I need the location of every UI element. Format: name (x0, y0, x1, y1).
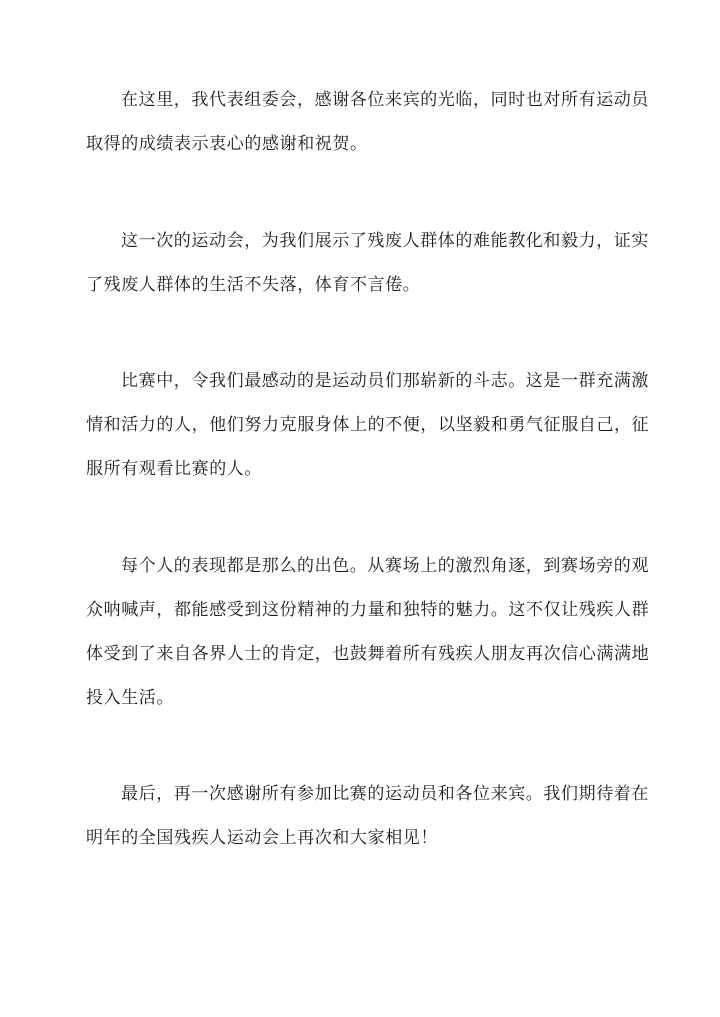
text-line: 众呐喊声，都能感受到这份精神的力量和独特的魅力。这不仅让残疾人群 (86, 600, 650, 620)
text-line: 了残废人群体的生活不失落，体育不言倦。 (86, 275, 421, 295)
text-line: 每个人的表现都是那么的出色。从赛场上的激烈角逐，到赛场旁的观 (121, 556, 649, 576)
text-line: 情和活力的人，他们努力克服身体上的不便，以坚毅和勇气征服自己，征 (86, 415, 650, 435)
text-line: 体受到了来自各界人士的肯定，也鼓舞着所有残疾人朋友再次信心满满地 (86, 644, 650, 664)
text-line: 明年的全国残疾人运动会上再次和大家相见！ (86, 828, 438, 848)
text-line: 这一次的运动会，为我们展示了残废人群体的难能教化和毅力，证实 (121, 231, 649, 251)
text-line: 投入生活。 (86, 688, 174, 708)
text-line: 在这里，我代表组委会，感谢各位来宾的光临，同时也对所有运动员 (121, 90, 649, 110)
text-line: 最后，再一次感谢所有参加比赛的运动员和各位来宾。我们期待着在 (121, 784, 649, 804)
text-line: 取得的成绩表示衷心的感谢和祝贺。 (86, 134, 368, 154)
text-line: 服所有观看比赛的人。 (86, 459, 262, 479)
text-line: 比赛中，令我们最感动的是运动员们那崭新的斗志。这是一群充满激 (121, 371, 649, 391)
